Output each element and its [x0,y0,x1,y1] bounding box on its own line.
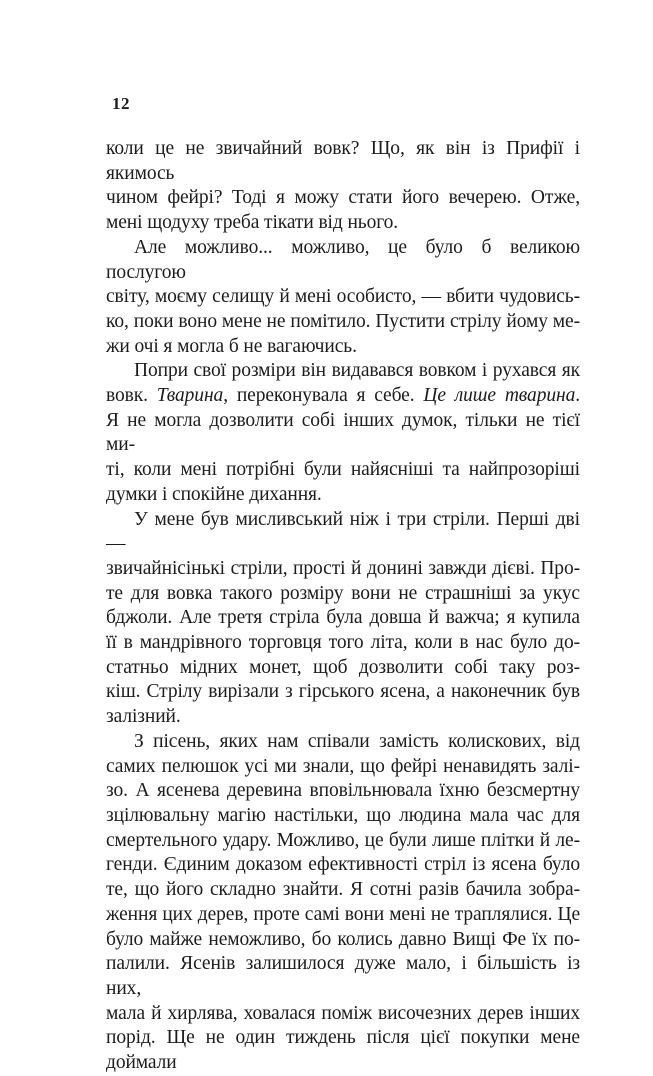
text-block [106,137,580,1076]
text-line: думки і спокійне дихання. [106,483,322,505]
italic-text: Тварина [156,385,224,407]
text-line: вовк. Тварина, переконувала я себе. Це лише тварина. [106,385,580,407]
text-line: те, що його складно знайти. Я сотні разів бачила зобра- [106,879,580,901]
text-line: У мене був мисливський ніж і три стріли. Перші дві — [106,508,580,555]
text-line: палили. Ясенів залишилося дуже мало, і більшість із них, [106,953,580,999]
text-line: З пісень, яких нам співали замість колискових, від [134,730,580,752]
paragraph [106,137,580,236]
paragraph [106,359,580,507]
text-line: чином фейрі? Тоді я можу стати його вечерею. Отже, [106,187,580,209]
text-line: кіш. Стрілу вирізали з гірського ясена, а наконечник був [106,681,580,703]
text-line: самих пелюшок усі ми знали, що фейрі ненавидять залі- [106,755,580,777]
italic-text: Це лише тварина [423,385,576,407]
text-line: ко, поки воно мене не помітило. Пустити стрілу йому ме- [106,310,580,332]
text-line: було майже неможливо, бо колись давно Вищі Фе їх по- [106,928,580,950]
text-line: залізний. [106,706,181,728]
text-line: зо. А ясенева деревина вповільнювала їхню безсмертну [106,780,580,802]
text-line: порід. Ще не один тиждень після цієї покупки мене доймали [106,1027,580,1074]
text-line: ження цих дерев, проте самі вони мені не траплялися. Це [106,903,580,925]
text-line: смертельного удару. Можливо, це були лише плітки й ле- [106,829,580,851]
paragraph [106,508,580,730]
text-line: Я не могла дозволити собі інших думок, тільки не тієї ми- [106,409,580,456]
text-line: те для вовка такого розміру вони не страшніші за укус [106,582,580,604]
text-line: жи очі я могла б не вагаючись. [106,335,357,357]
text-line: мені щодуху треба тікати від нього. [106,212,399,234]
text-line: ті, коли мені потрібні були найясніші та найпрозоріші [106,459,580,481]
text-line: генди. Єдиним доказом ефективності стріл із ясена було [106,854,580,876]
text-line: коли це не звичайний вовк? Що, як він із Прифії і якимось [106,138,580,184]
text-line: зцілювальну магію настільки, що людина мала час для [106,804,580,826]
text-line: статньо мідних монет, щоб дозволити собі таку роз- [106,656,580,678]
text-line: її в мандрівного торговця того літа, коли в нас було до- [106,632,580,654]
text-line: бджоли. Але третя стріла була довша й важча; я купила [106,607,580,629]
text-line: мала й хирлява, ховалася поміж височезних дерев інших [106,1002,580,1024]
page-number: 12 [112,94,130,113]
text-line: Попри свої розміри він видавався вовком і рухався як [134,360,580,382]
text-line: звичайнісінькі стріли, прості й донині завжди дієві. Про- [106,557,580,579]
text-line: Але можливо... можливо, це було б великою послугою [106,236,580,283]
paragraph [106,236,580,360]
text-line: світу, моєму селищу й мені особисто, — вбити чудовись- [106,286,580,308]
